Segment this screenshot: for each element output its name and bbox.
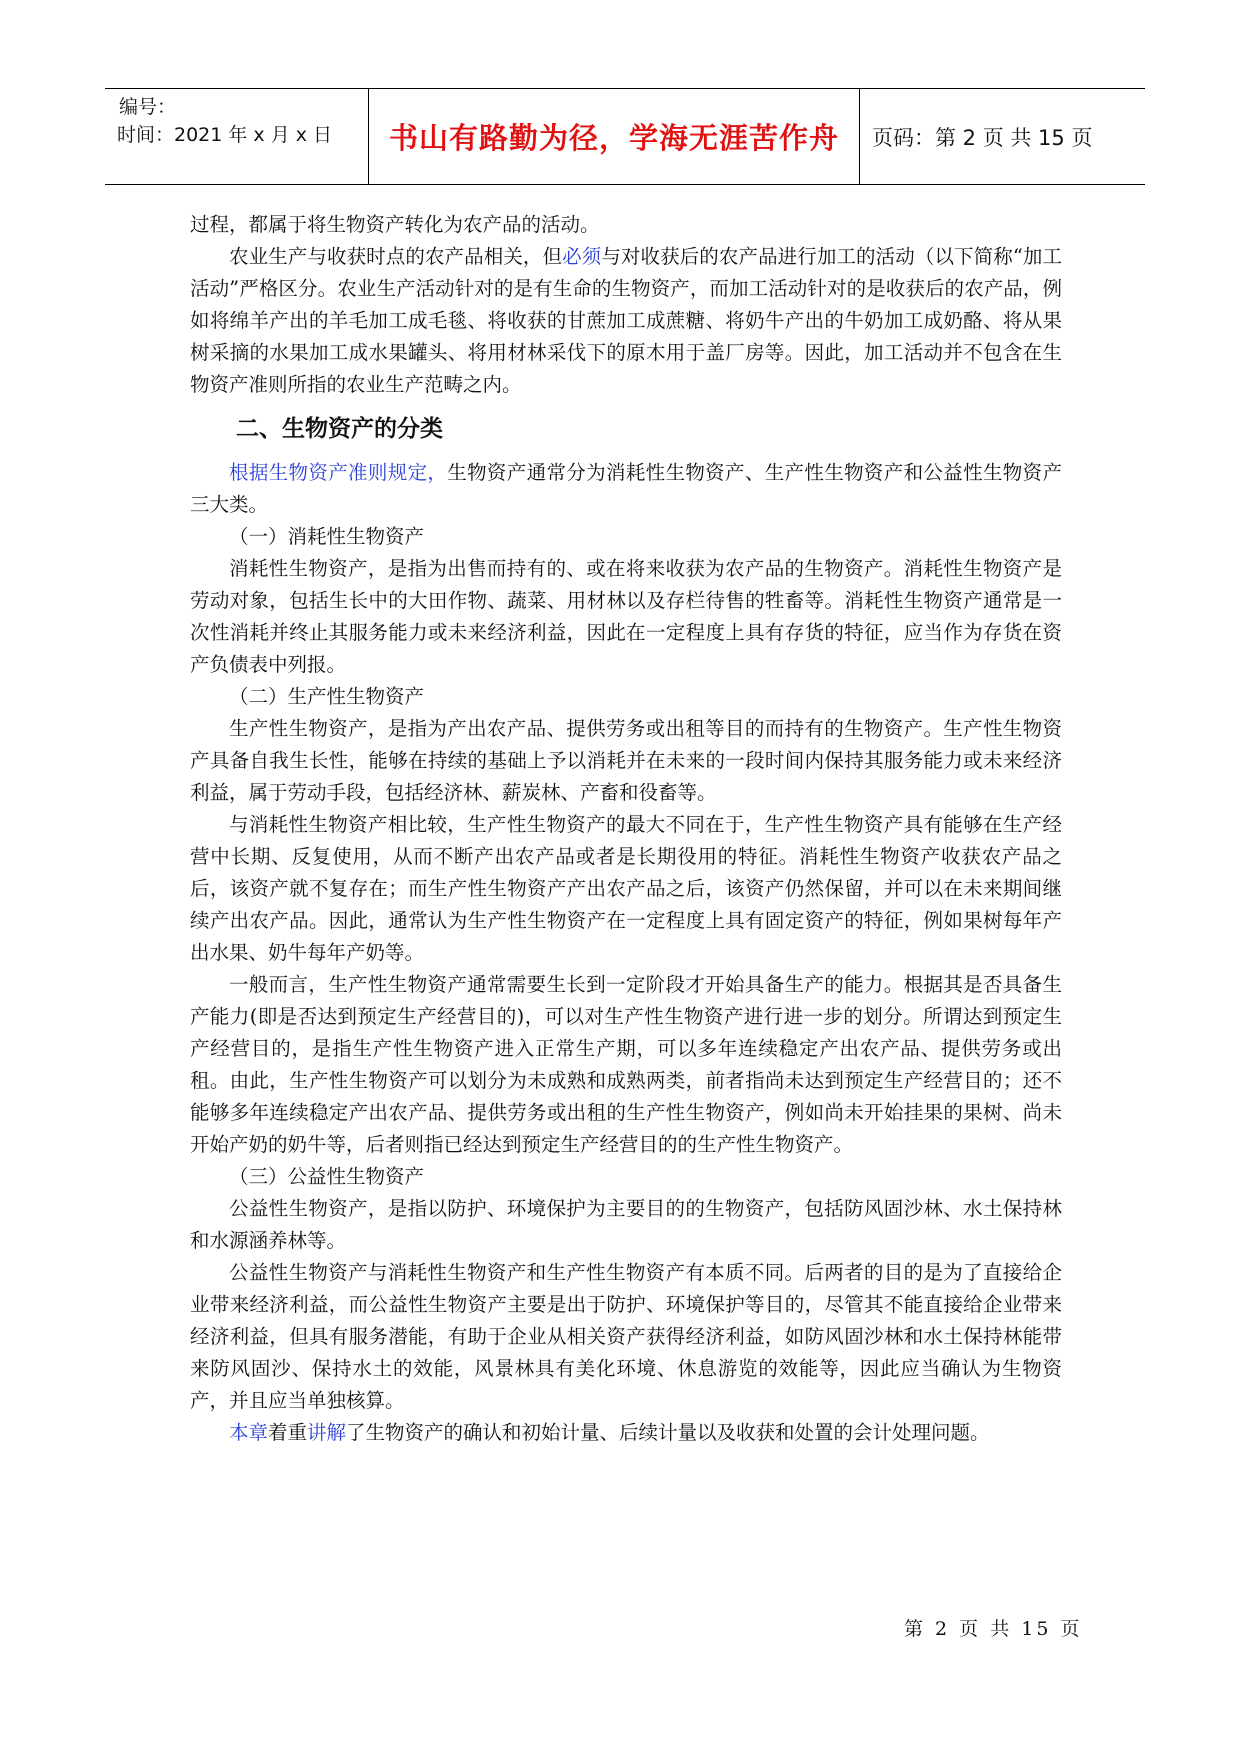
paragraph-1: 过程，都属于将生物资产转化为农产品的活动。 <box>190 213 600 236</box>
document-body <box>190 209 1062 1449</box>
paragraph-6: 与消耗性生物资产相比较，生产性生物资产的最大不同在于，生产性生物资产具有能够在生产经营中长期、反复使用，从而不断产出农产品或者是长期役用的特征。消耗性生物资产收获农产品之后，该资产就不复存在；而生产性生物资产产出农产品之后，该资产仍然保留，并可以在未来期间继续产出农产品。因此，通常认为生产性生物资产在一定程度上具有固定资产的特征，例如果树每年产出水果、奶牛每年产奶等。 <box>190 813 1062 964</box>
paragraph-8: 公益性生物资产，是指以防护、环境保护为主要目的的生物资产，包括防风固沙林、水土保持林和水源涵养林等。 <box>190 1197 1062 1252</box>
paragraph-3 <box>190 457 1062 521</box>
page-footer: 第 2 页 共 15 页 <box>904 1618 1083 1640</box>
header-meta <box>105 89 369 184</box>
paragraph-2-text-a: 农业生产与收获时点的农产品相关，但 <box>229 245 563 268</box>
header-page-code: 页码：第 2 页 共 15 页 <box>872 125 1093 150</box>
paragraph-10-link-2[interactable]: 讲解 <box>307 1421 347 1444</box>
paragraph-10-text-a: 着重 <box>268 1421 308 1444</box>
paragraph-2-text-b: 与对收获后的农产品进行加工的活动（以下简称“加工活动”严格区分。农业生产活动针对的是有生命的生物资产，而加工活动针对的是收获后的农产品，例如将绵羊产出的羊毛加工成毛毯、将收获的甘蔗加工成蔗糖、将奶牛产出的牛奶加工成奶酪、将从果树采摘的水果加工成水果罐头、将用材林采伐下的原木用于盖厂房等。因此，加工活动并不包含在生物资产准则所指的农业生产范畴之内。 <box>190 245 1062 396</box>
header-motto-cell <box>369 89 860 184</box>
paragraph-9: 公益性生物资产与消耗性生物资产和生产性生物资产有本质不同。后两者的目的是为了直接给企业带来经济利益，而公益性生物资产主要是出于防护、环境保护等目的，尽管其不能直接给企业带来经济利益，但具有服务潜能，有助于企业从相关资产获得经济利益，如防风固沙林和水土保持林能带来防风固沙、保持水土的效能，风景林具有美化环境、休息游览的效能等，因此应当确认为生物资产，并且应当单独核算。 <box>190 1261 1062 1412</box>
subheading-3: （三）公益性生物资产 <box>229 1165 425 1188</box>
paragraph-5: 生产性生物资产，是指为产出农产品、提供劳务或出租等目的而持有的生物资产。生产性生物资产具备自我生长性，能够在持续的基础上予以消耗并在未来的一段时间内保持其服务能力或未来经济利益，属于劳动手段，包括经济林、薪炭林、产畜和役畜等。 <box>190 717 1062 804</box>
page-header <box>105 88 1145 185</box>
section-heading: 二、生物资产的分类 <box>236 416 443 442</box>
paragraph-10-link-1[interactable]: 本章 <box>229 1421 269 1444</box>
header-motto: 书山有路勤为径，学海无涯苦作舟 <box>388 121 839 155</box>
subheading-1: （一）消耗性生物资产 <box>229 525 425 548</box>
subheading-2: （二）生产性生物资产 <box>229 685 425 708</box>
paragraph-2 <box>190 241 1062 401</box>
paragraph-3-link[interactable]: 根据生物资产准则规定， <box>229 461 448 484</box>
paragraph-7: 一般而言，生产性生物资产通常需要生长到一定阶段才开始具备生产的能力。根据其是否具备生产能力(即是否达到预定生产经营目的)，可以对生产性生物资产进行进一步的划分。所谓达到预定生产经营目的，是指生产性生物资产进入正常生产期，可以多年连续稳定产出农产品、提供劳务或出租。由此，生产性生物资产可以划分为未成熟和成熟两类，前者指尚未达到预定生产经营目的；还不能够多年连续稳定产出农产品、提供劳务或出租的生产性生物资产，例如尚未开始挂果的果树、尚未开始产奶的奶牛等，后者则指已经达到预定生产经营目的的生产性生物资产。 <box>190 973 1062 1156</box>
paragraph-2-link[interactable]: 必须 <box>562 245 602 268</box>
paragraph-4: 消耗性生物资产，是指为出售而持有的、或在将来收获为农产品的生物资产。消耗性生物资产是劳动对象，包括生长中的大田作物、蔬菜、用材林以及存栏待售的牲畜等。消耗性生物资产通常是一次性消耗并终止其服务能力或未来经济利益，因此在一定程度上具有存货的特征，应当作为存货在资产负债表中列报。 <box>190 557 1062 676</box>
number-label: 编号： <box>119 96 177 118</box>
paragraph-10-text-b: 了生物资产的确认和初始计量、后续计量以及收获和处置的会计处理问题。 <box>346 1421 990 1444</box>
paragraph-3-text: 生物资产通常分为消耗性生物资产、生产性生物资产和公益性生物资产三大类。 <box>190 461 1062 516</box>
time-label: 时间：2021 年 x 月 x 日 <box>117 124 333 146</box>
paragraph-10 <box>190 1417 1062 1449</box>
